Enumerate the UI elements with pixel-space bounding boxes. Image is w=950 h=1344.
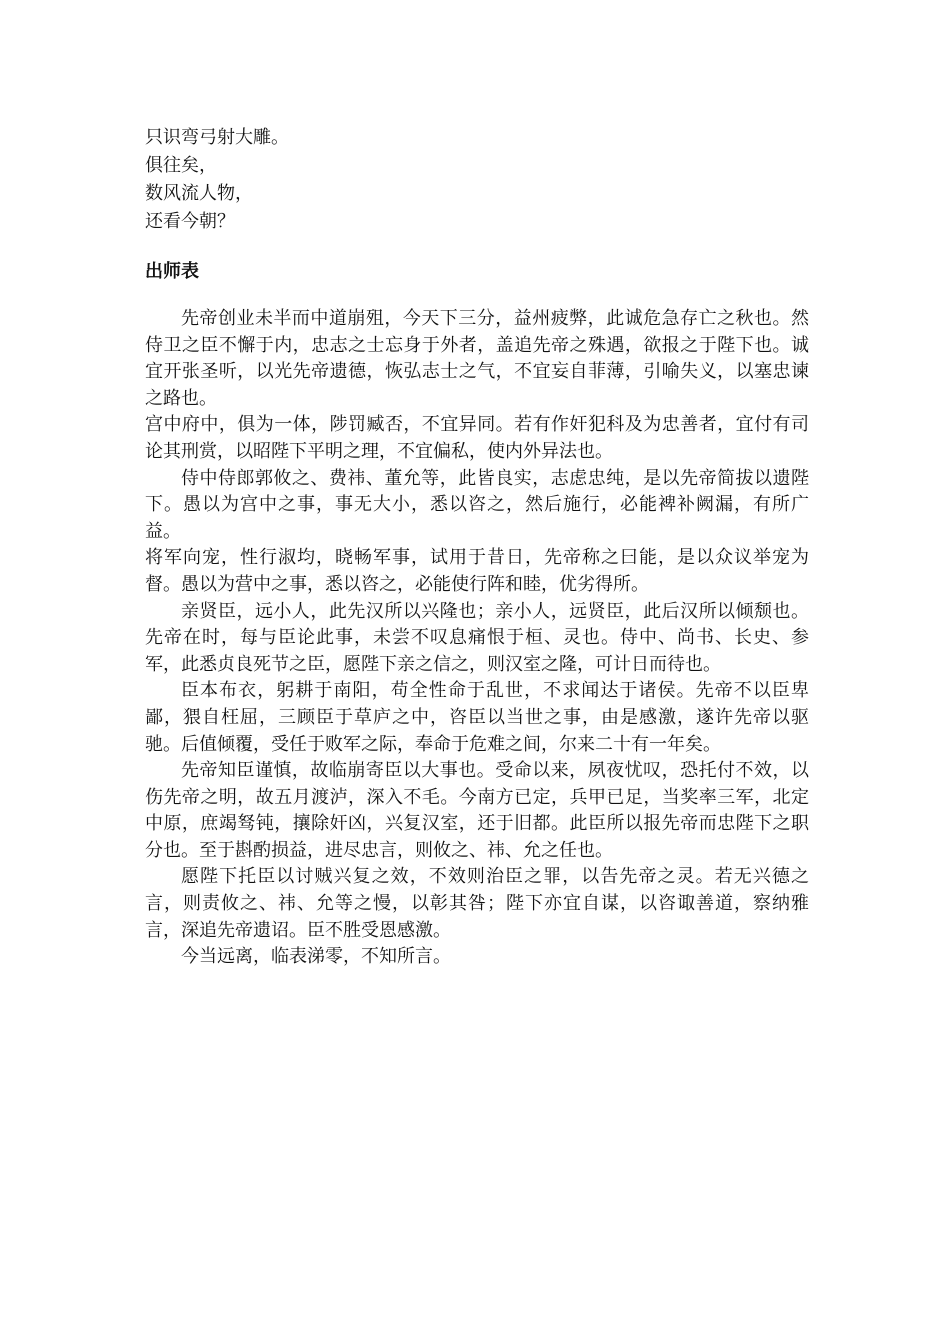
poem-line: 俱往矣， <box>145 155 217 176</box>
paragraph: 侍中侍郎郭攸之、费祎、董允等，此皆良实，志虑忠纯，是以先帝简拔以遗陛下。愚以为宫中之事，事无大小，悉以咨之，然后施行，必能裨补阙漏，有所广益。 <box>145 467 809 542</box>
document-page <box>145 124 809 971</box>
paragraph: 臣本布衣，躬耕于南阳，苟全性命于乱世，不求闻达于诸侯。先帝不以臣卑鄙，猥自枉屈，三顾臣于草庐之中，咨臣以当世之事，由是感激，遂许先帝以驱驰。后值倾覆，受任于败军之际，奉命于危难之间，尔来二十有一年矣。 <box>145 680 809 755</box>
paragraph: 今当远离，临表涕零，不知所言。 <box>181 946 451 968</box>
paragraph: 先帝知臣谨慎，故临崩寄臣以大事也。受命以来，夙夜忧叹，恐托付不效，以伤先帝之明，故五月渡泸，深入不毛。今南方已定，兵甲已足，当奖率三军，北定中原，庶竭驽钝，攘除奸凶，兴复汉室，还于旧都。此臣所以报先帝而忠陛下之职分也。至于斟酌损益，进尽忠言，则攸之、祎、允之任也。 <box>145 760 809 861</box>
poem-line: 还看今朝？ <box>145 211 235 232</box>
poem-tail <box>145 124 809 236</box>
paragraph: 愿陛下托臣以讨贼兴复之效，不效则治臣之罪，以告先帝之灵。若无兴德之言，则责攸之、祎、允等之慢，以彰其咎；陛下亦宜自谋，以咨诹善道，察纳雅言，深追先帝遗诏。臣不胜受恩感激。 <box>145 866 809 941</box>
poem-line: 只识弯弓射大雕。 <box>145 127 289 148</box>
paragraph: 宫中府中，俱为一体，陟罚臧否，不宜异同。若有作奸犯科及为忠善者，宜付有司论其刑赏，以昭陛下平明之理，不宜偏私，使内外异法也。 <box>145 414 809 462</box>
body-text <box>145 306 809 971</box>
paragraph: 先帝创业未半而中道崩殂，今天下三分，益州疲弊，此诚危急存亡之秋也。然侍卫之臣不懈于内，忠志之士忘身于外者，盖追先帝之殊遇，欲报之于陛下也。诚宜开张圣听，以光先帝遗德，恢弘志士之气，不宜妄自菲薄，引喻失义，以塞忠谏之路也。 <box>145 308 809 409</box>
section-title: 出师表 <box>145 261 199 282</box>
paragraph: 亲贤臣，远小人，此先汉所以兴隆也；亲小人，远贤臣，此后汉所以倾颓也。先帝在时，每与臣论此事，未尝不叹息痛恨于桓、灵也。侍中、尚书、长史、参军，此悉贞良死节之臣，愿陛下亲之信之，则汉室之隆，可计日而待也。 <box>145 600 809 675</box>
poem-line: 数风流人物， <box>145 183 253 204</box>
paragraph: 将军向宠，性行淑均，晓畅军事，试用于昔日，先帝称之曰能，是以众议举宠为督。愚以为营中之事，悉以咨之，必能使行阵和睦，优劣得所。 <box>145 547 809 595</box>
